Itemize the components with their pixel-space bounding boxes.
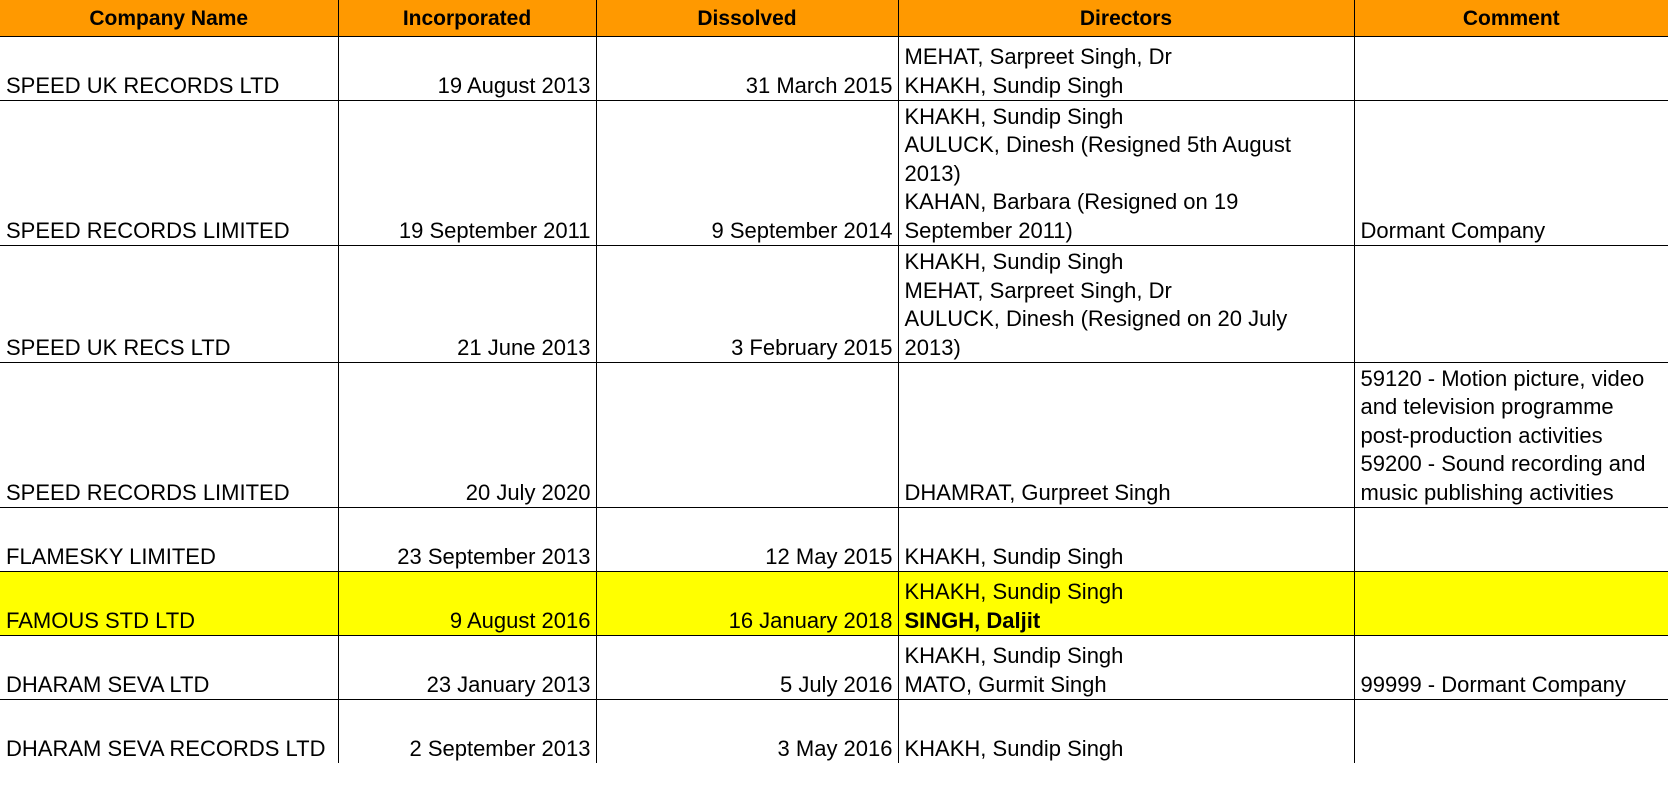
director-name: KHAKH, Sundip Singh bbox=[904, 735, 1124, 761]
director-name: DHAMRAT, Gurpreet Singh bbox=[904, 479, 1171, 505]
header-comment[interactable]: Comment bbox=[1354, 0, 1668, 37]
cell-company-name[interactable]: FLAMESKY LIMITED bbox=[0, 508, 338, 572]
comment-text: 59120 - Motion picture, video and television programme post-production activities bbox=[1360, 365, 1645, 448]
cell-dissolved[interactable]: 16 January 2018 bbox=[596, 572, 898, 636]
cell-comment[interactable] bbox=[1354, 37, 1668, 101]
table-row bbox=[0, 363, 1668, 508]
cell-dissolved[interactable]: 9 September 2014 bbox=[596, 101, 898, 246]
header-directors[interactable]: Directors bbox=[898, 0, 1354, 37]
director-name: KHAKH, Sundip Singh bbox=[904, 103, 1124, 129]
cell-dissolved[interactable]: 3 May 2016 bbox=[596, 700, 898, 764]
cell-company-name[interactable]: SPEED RECORDS LIMITED bbox=[0, 363, 338, 508]
cell-comment[interactable] bbox=[1354, 636, 1668, 700]
cell-incorporated[interactable]: 21 June 2013 bbox=[338, 246, 596, 363]
cell-comment[interactable] bbox=[1354, 700, 1668, 764]
cell-directors[interactable] bbox=[898, 363, 1354, 508]
cell-company-name[interactable]: SPEED RECORDS LIMITED bbox=[0, 101, 338, 246]
header-incorporated[interactable]: Incorporated bbox=[338, 0, 596, 37]
cell-company-name[interactable]: DHARAM SEVA LTD bbox=[0, 636, 338, 700]
cell-incorporated[interactable]: 9 August 2016 bbox=[338, 572, 596, 636]
director-name: KHAKH, Sundip Singh bbox=[904, 643, 1124, 668]
director-name: MEHAT, Sarpreet Singh, Dr bbox=[904, 277, 1172, 303]
table-row bbox=[0, 636, 1668, 700]
header-dissolved[interactable]: Dissolved bbox=[596, 0, 898, 37]
director-name: MATO, Gurmit Singh bbox=[904, 671, 1107, 697]
table-row bbox=[0, 37, 1668, 101]
cell-incorporated[interactable]: 23 September 2013 bbox=[338, 508, 596, 572]
director-name: AULUCK, Dinesh (Resigned 5th August 2013) bbox=[904, 132, 1291, 186]
comment-text: Dormant Company bbox=[1360, 217, 1546, 243]
cell-comment[interactable] bbox=[1354, 363, 1668, 508]
director-name: KHAKH, Sundip Singh bbox=[904, 543, 1124, 569]
cell-incorporated[interactable]: 2 September 2013 bbox=[338, 700, 596, 764]
cell-directors[interactable] bbox=[898, 508, 1354, 572]
director-name: KHAKH, Sundip Singh bbox=[904, 579, 1124, 604]
table-row bbox=[0, 700, 1668, 764]
comment-text: 59200 - Sound recording and music publishing activities bbox=[1360, 451, 1646, 505]
director-name: KHAKH, Sundip Singh bbox=[904, 72, 1124, 98]
header-company-name[interactable]: Company Name bbox=[0, 0, 338, 37]
table-row bbox=[0, 101, 1668, 246]
cell-directors[interactable] bbox=[898, 101, 1354, 246]
director-name: KHAKH, Sundip Singh bbox=[904, 249, 1124, 274]
cell-comment[interactable] bbox=[1354, 101, 1668, 246]
cell-comment[interactable] bbox=[1354, 572, 1668, 636]
director-name: KAHAN, Barbara (Resigned on 19 September 2011) bbox=[904, 189, 1239, 243]
director-name: MEHAT, Sarpreet Singh, Dr bbox=[904, 44, 1172, 69]
cell-company-name[interactable]: DHARAM SEVA RECORDS LTD bbox=[0, 700, 338, 764]
cell-incorporated[interactable]: 19 September 2011 bbox=[338, 101, 596, 246]
cell-company-name[interactable]: SPEED UK RECS LTD bbox=[0, 246, 338, 363]
cell-comment[interactable] bbox=[1354, 246, 1668, 363]
comment-text: 99999 - Dormant Company bbox=[1360, 671, 1626, 697]
table-row bbox=[0, 572, 1668, 636]
table-body bbox=[0, 37, 1668, 764]
cell-directors[interactable] bbox=[898, 246, 1354, 363]
cell-incorporated[interactable]: 23 January 2013 bbox=[338, 636, 596, 700]
cell-dissolved[interactable] bbox=[596, 363, 898, 508]
cell-directors[interactable] bbox=[898, 37, 1354, 101]
cell-directors[interactable] bbox=[898, 636, 1354, 700]
cell-dissolved[interactable]: 3 February 2015 bbox=[596, 246, 898, 363]
cell-incorporated[interactable]: 19 August 2013 bbox=[338, 37, 596, 101]
director-name: AULUCK, Dinesh (Resigned on 20 July 2013) bbox=[904, 306, 1288, 360]
cell-directors[interactable] bbox=[898, 700, 1354, 764]
cell-comment[interactable] bbox=[1354, 508, 1668, 572]
header-row bbox=[0, 0, 1668, 37]
cell-dissolved[interactable]: 12 May 2015 bbox=[596, 508, 898, 572]
cell-company-name[interactable]: SPEED UK RECORDS LTD bbox=[0, 37, 338, 101]
cell-directors[interactable] bbox=[898, 572, 1354, 636]
table-row bbox=[0, 246, 1668, 363]
cell-dissolved[interactable]: 31 March 2015 bbox=[596, 37, 898, 101]
cell-incorporated[interactable]: 20 July 2020 bbox=[338, 363, 596, 508]
director-name: SINGH, Daljit bbox=[904, 607, 1041, 633]
cell-dissolved[interactable]: 5 July 2016 bbox=[596, 636, 898, 700]
table-row bbox=[0, 508, 1668, 572]
cell-company-name[interactable]: FAMOUS STD LTD bbox=[0, 572, 338, 636]
